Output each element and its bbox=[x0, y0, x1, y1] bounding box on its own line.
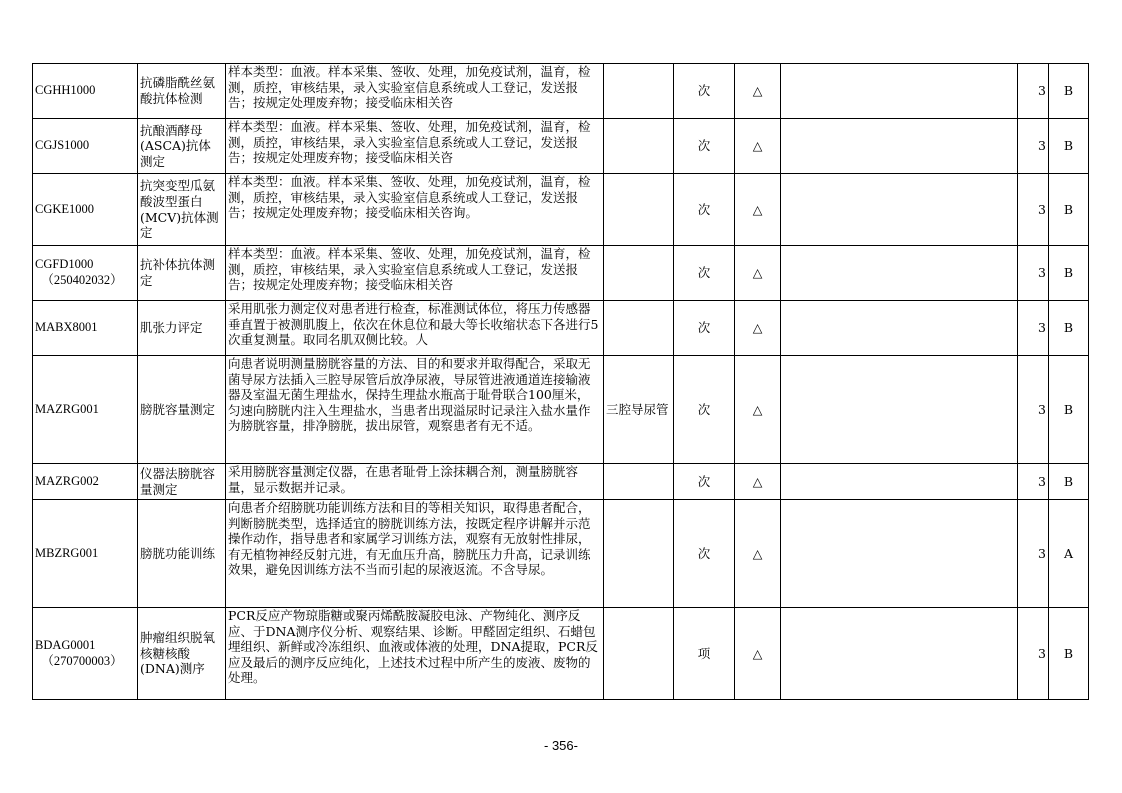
content-text: 采用肌张力测定仪对患者进行检查，标准测试体位，将压力传感器垂直置于被测肌腹上，依次在休息位和最大等长收缩状态下各进行5次重复测量。取同名肌双侧比较。人 bbox=[228, 301, 599, 348]
cell-unit: 次 bbox=[674, 64, 735, 119]
cell-symbol: △ bbox=[735, 64, 781, 119]
item-code: CGKE1000 bbox=[35, 201, 95, 216]
cell-note bbox=[781, 608, 1018, 700]
cell-content bbox=[226, 500, 604, 608]
cell-symbol: △ bbox=[735, 464, 781, 500]
cell-content bbox=[226, 301, 604, 356]
content-text: 样本类型：血液。样本采集、签收、处理，加免疫试剂，温育，检测，质控，审核结果，录入实验室信息系统或人工登记，发送报告；按规定处理废弃物；接受临床相关咨询。 bbox=[228, 174, 591, 221]
item-code: CGJS1000 bbox=[35, 138, 90, 153]
item-code: MBZRG001 bbox=[35, 545, 99, 560]
cell-unit: 次 bbox=[674, 301, 735, 356]
table-row bbox=[33, 356, 1089, 464]
cell-note bbox=[781, 464, 1018, 500]
cell-name: 膀胱功能训练 bbox=[138, 500, 226, 608]
cell-name: 膀胱容量测定 bbox=[138, 356, 226, 464]
cell-level: 3 bbox=[1018, 464, 1049, 500]
item-code: BDAG0001 bbox=[35, 637, 96, 652]
content-text: 向患者介绍膀胱功能训练方法和目的等相关知识，取得患者配合，判断膀胱类型，选择适宜的膀胱训练方法，按既定程序讲解并示范操作动作，指导患者和家属学习训练方法，观察有无放射性排尿，有无植物神经反射亢进，有无血压升高，膀胱压力升高，记录训练效果，避免因训练方法不当而引起的尿液返流。不含导尿。 bbox=[228, 500, 591, 578]
cell-code bbox=[33, 356, 138, 464]
cell-content bbox=[226, 246, 604, 301]
cell-unit: 次 bbox=[674, 246, 735, 301]
cell-note bbox=[781, 500, 1018, 608]
pricing-table bbox=[32, 63, 1089, 700]
cell-symbol: △ bbox=[735, 500, 781, 608]
cell-code bbox=[33, 174, 138, 246]
cell-symbol: △ bbox=[735, 119, 781, 174]
cell-code bbox=[33, 246, 138, 301]
cell-grade: B bbox=[1049, 356, 1089, 464]
content-text: 向患者说明测量膀胱容量的方法、目的和要求并取得配合，采取无菌导尿方法插入三腔导尿管后放净尿液，导尿管进液通道连接输液器及室温无菌生理盐水，保持生理盐水瓶高于耻骨联合100厘米，匀速向膀胱内注入生理盐水，当患者出现溢尿时记录注入盐水量作为膀胱容量，排净膀胱，拔出尿管，观察患者有无不适。 bbox=[228, 356, 591, 434]
item-code: MABX8001 bbox=[35, 320, 98, 335]
cell-grade: B bbox=[1049, 301, 1089, 356]
cell-symbol: △ bbox=[735, 301, 781, 356]
cell-note bbox=[781, 119, 1018, 174]
cell-note bbox=[781, 246, 1018, 301]
cell-grade: B bbox=[1049, 64, 1089, 119]
cell-material: 三腔导尿管 bbox=[604, 356, 674, 464]
cell-name: 抗磷脂酰丝氨酸抗体检测 bbox=[138, 64, 226, 119]
content-text: 样本类型：血液。样本采集、签收、处理，加免疫试剂，温育，检测，质控，审核结果，录入实验室信息系统或人工登记，发送报告；按规定处理废弃物；接受临床相关咨 bbox=[228, 246, 591, 293]
cell-symbol: △ bbox=[735, 246, 781, 301]
cell-level: 3 bbox=[1018, 356, 1049, 464]
cell-content bbox=[226, 174, 604, 246]
cell-level: 3 bbox=[1018, 119, 1049, 174]
cell-content bbox=[226, 119, 604, 174]
cell-name: 肌张力评定 bbox=[138, 301, 226, 356]
table-row bbox=[33, 64, 1089, 119]
cell-content bbox=[226, 608, 604, 700]
cell-level: 3 bbox=[1018, 64, 1049, 119]
cell-unit: 次 bbox=[674, 464, 735, 500]
cell-level: 3 bbox=[1018, 174, 1049, 246]
cell-code bbox=[33, 608, 138, 700]
cell-level: 3 bbox=[1018, 500, 1049, 608]
table-row bbox=[33, 174, 1089, 246]
table-row bbox=[33, 464, 1089, 500]
cell-grade: B bbox=[1049, 246, 1089, 301]
cell-content bbox=[226, 64, 604, 119]
cell-grade: B bbox=[1049, 174, 1089, 246]
cell-code bbox=[33, 64, 138, 119]
cell-unit: 次 bbox=[674, 119, 735, 174]
item-legacy-code: （250402032） bbox=[41, 273, 123, 287]
cell-note bbox=[781, 301, 1018, 356]
cell-name: 抗酿酒酵母(ASCA)抗体测定 bbox=[138, 119, 226, 174]
cell-note bbox=[781, 356, 1018, 464]
cell-code bbox=[33, 500, 138, 608]
content-text: 样本类型：血液。样本采集、签收、处理，加免疫试剂，温育，检测，质控，审核结果，录入实验室信息系统或人工登记，发送报告；按规定处理废弃物；接受临床相关咨 bbox=[228, 119, 591, 166]
cell-unit: 项 bbox=[674, 608, 735, 700]
cell-material bbox=[604, 464, 674, 500]
cell-name: 肿瘤组织脱氧核糖核酸(DNA)测序 bbox=[138, 608, 226, 700]
item-legacy-code: （270700003） bbox=[41, 653, 123, 668]
cell-unit: 次 bbox=[674, 356, 735, 464]
cell-symbol: △ bbox=[735, 174, 781, 246]
cell-name: 抗突变型瓜氨酸波型蛋白(MCV)抗体测定 bbox=[138, 174, 226, 246]
cell-material bbox=[604, 608, 674, 700]
cell-material bbox=[604, 119, 674, 174]
cell-symbol: △ bbox=[735, 608, 781, 700]
content-text: 样本类型：血液。样本采集、签收、处理，加免疫试剂，温育，检测，质控，审核结果，录入实验室信息系统或人工登记，发送报告；按规定处理废弃物；接受临床相关咨 bbox=[228, 64, 591, 111]
cell-content bbox=[226, 464, 604, 500]
table-body bbox=[33, 64, 1089, 700]
cell-grade: B bbox=[1049, 119, 1089, 174]
table-row bbox=[33, 246, 1089, 301]
table-row bbox=[33, 500, 1089, 608]
cell-level: 3 bbox=[1018, 608, 1049, 700]
cell-material bbox=[604, 246, 674, 301]
cell-level: 3 bbox=[1018, 301, 1049, 356]
item-code: MAZRG001 bbox=[35, 401, 99, 416]
cell-grade: B bbox=[1049, 464, 1089, 500]
cell-content bbox=[226, 356, 604, 464]
cell-grade: B bbox=[1049, 608, 1089, 700]
table-row bbox=[33, 608, 1089, 700]
cell-material bbox=[604, 500, 674, 608]
cell-unit: 次 bbox=[674, 174, 735, 246]
item-code: CGFD1000 bbox=[35, 257, 94, 272]
cell-name: 抗补体抗体测定 bbox=[138, 246, 226, 301]
cell-unit: 次 bbox=[674, 500, 735, 608]
cell-grade: A bbox=[1049, 500, 1089, 608]
cell-symbol: △ bbox=[735, 356, 781, 464]
cell-note bbox=[781, 64, 1018, 119]
cell-material bbox=[604, 174, 674, 246]
cell-material bbox=[604, 301, 674, 356]
content-text: 采用膀胱容量测定仪器，在患者耻骨上涂抹耦合剂，测量膀胱容量，显示数据并记录。 bbox=[228, 464, 579, 495]
page-number: - 356- bbox=[544, 738, 578, 753]
cell-name: 仪器法膀胱容量测定 bbox=[138, 464, 226, 500]
cell-code bbox=[33, 119, 138, 174]
item-code: MAZRG002 bbox=[35, 473, 99, 488]
cell-code bbox=[33, 301, 138, 356]
table-row bbox=[33, 301, 1089, 356]
table-row bbox=[33, 119, 1089, 174]
cell-code bbox=[33, 464, 138, 500]
content-text: PCR反应产物琼脂糖或聚丙烯酰胺凝胶电泳、产物纯化、测序反应、于DNA测序仪分析、观察结果、诊断。甲醛固定组织、石蜡包埋组织、新鲜或冷冻组织、血液或体液的处理，DNA提取，PCR反应及最后的测序反应纯化，上述技术过程中所产生的废液、废物的处理。 bbox=[228, 608, 598, 686]
cell-note bbox=[781, 174, 1018, 246]
cell-material bbox=[604, 64, 674, 119]
item-code: CGHH1000 bbox=[35, 83, 96, 98]
cell-level: 3 bbox=[1018, 246, 1049, 301]
